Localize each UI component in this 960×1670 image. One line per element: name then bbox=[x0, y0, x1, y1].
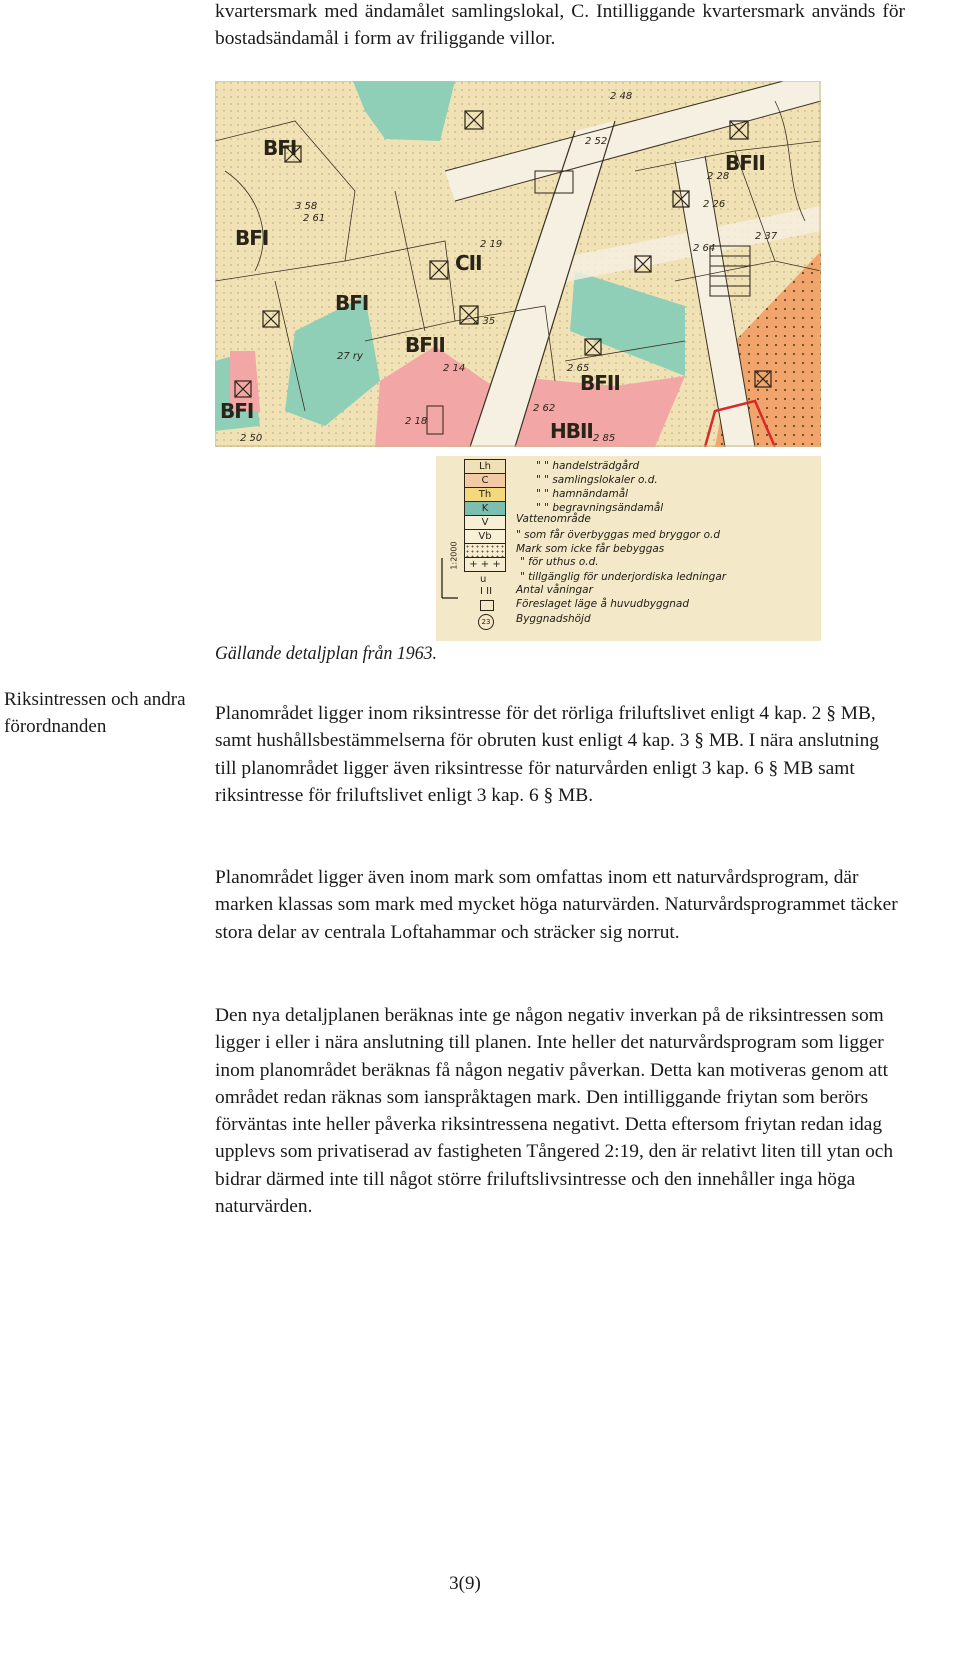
map-drawing bbox=[215, 81, 821, 447]
plot-number: 2 18 bbox=[405, 416, 428, 427]
plot-number: 2 26 bbox=[703, 199, 726, 210]
legend-text: Byggnadshöjd bbox=[516, 613, 591, 625]
legend-symbol-height: 23 bbox=[478, 614, 494, 630]
legend-symbol-c: C bbox=[464, 473, 506, 488]
legend-text: " " handelsträdgård bbox=[536, 460, 640, 472]
legend-symbol-floors: I II bbox=[480, 586, 493, 597]
plot-number: 2 37 bbox=[755, 231, 778, 242]
zone-label: BFII bbox=[725, 151, 765, 175]
plot-number: 2 14 bbox=[443, 363, 466, 374]
legend-text: Antal våningar bbox=[516, 584, 593, 596]
plot-number: 2 48 bbox=[610, 91, 633, 102]
plot-number: 2 52 bbox=[585, 136, 608, 147]
legend-text: Föreslaget läge å huvudbyggnad bbox=[516, 598, 690, 610]
legend-text: " " begravningsändamål bbox=[536, 502, 664, 514]
legend-symbol-th: Th bbox=[464, 487, 506, 502]
top-paragraph: kvartersmark med ändamålet samlingslokal, C. Intilliggande kvartersmark används för bostadsändamål i form av friliggande villor. bbox=[215, 1, 905, 50]
body-paragraph: Planområdet ligger även inom mark som omfattas inom ett naturvårdsprogram, där marken klassas som mark med mycket höga naturvärden. Naturvårdsprogrammet täcker stora delar av centrala Loftahammar och sträcker sig norrut. bbox=[215, 867, 898, 943]
detail-plan-map bbox=[215, 81, 821, 447]
plot-number: 2 61 bbox=[303, 213, 326, 224]
plot-number: 27 ry bbox=[337, 351, 363, 362]
zone-label: BFI bbox=[220, 399, 254, 423]
legend-symbol-plus: + + + bbox=[464, 557, 506, 572]
legend-symbol-building bbox=[480, 600, 494, 611]
zone-label: HBII bbox=[550, 419, 593, 443]
plot-number: 2 65 bbox=[567, 363, 590, 374]
plot-number: 2 19 bbox=[480, 239, 503, 250]
plot-number: 3 58 bbox=[295, 201, 318, 212]
section-heading: Riksintressen och andra förordnanden bbox=[4, 689, 186, 737]
legend-text: Vattenområde bbox=[516, 513, 591, 525]
map-legend bbox=[436, 456, 821, 641]
figure-caption: Gällande detaljplan från 1963. bbox=[215, 643, 437, 664]
legend-symbol-dotted bbox=[464, 543, 506, 558]
zone-label: BFII bbox=[580, 371, 620, 395]
legend-text: " tillgänglig för underjordiska ledningar bbox=[520, 571, 727, 583]
plot-number: 2 28 bbox=[707, 171, 730, 182]
legend-symbol-k: K bbox=[464, 501, 506, 516]
plot-number: 2 85 bbox=[593, 433, 616, 444]
zone-label: BFI bbox=[263, 136, 297, 160]
plot-number: 2 62 bbox=[533, 403, 556, 414]
legend-symbol-v: V bbox=[464, 515, 506, 530]
legend-text: Mark som icke får bebyggas bbox=[516, 543, 665, 555]
plot-number: 2 64 bbox=[693, 243, 716, 254]
zone-label: BFII bbox=[405, 333, 445, 357]
legend-text: " som får överbyggas med bryggor o.d bbox=[516, 529, 721, 541]
page-number: 3(9) bbox=[449, 1573, 481, 1594]
plot-number: 2 35 bbox=[473, 316, 496, 327]
legend-symbol-lh: Lh bbox=[464, 459, 506, 474]
legend-symbol-u: u bbox=[480, 574, 487, 585]
legend-symbol-vb: Vb bbox=[464, 529, 506, 544]
plot-number: 2 50 bbox=[240, 433, 263, 444]
scale-label: 1:2000 bbox=[449, 541, 459, 570]
body-paragraph: Planområdet ligger inom riksintresse för det rörliga friluftslivet enligt 4 kap. 2 § MB, samt hushållsbestämmelserna för obruten kust enligt 4 kap. 3 § MB. I nära anslutning till planområdet ligger även riksintresse för naturvården enligt 3 kap. 6 § MB samt riksintresse för friluftslivet enligt 3 kap. 6 § MB. bbox=[215, 703, 880, 806]
zone-label: BFI bbox=[235, 226, 269, 250]
zone-label: CII bbox=[455, 251, 482, 275]
body-paragraph: Den nya detaljplanen beräknas inte ge någon negativ inverkan på de riksintressen som ligger i eller i nära anslutning till planen. Inte heller det naturvårdsprogram som ligger inom planområdet beräknas få någon negativ påverkan. Detta kan motiveras genom att området redan räknas som ianspråktagen mark. Den intilliggande friytan som berörs förväntas inte heller påverka riksintressena negativt. Detta eftersom friytan redan idag upplevs som privatiserad av fastigheten Tångered 2:19, den är relativt liten till ytan och bidrar därmed inte till något större friluftslivsintresse och den innehåller inga höga naturvärden. bbox=[215, 1005, 894, 1218]
legend-text: " " samlingslokaler o.d. bbox=[536, 474, 658, 486]
legend-text: " för uthus o.d. bbox=[520, 556, 599, 568]
legend-text: " " hamnändamål bbox=[536, 488, 629, 500]
zone-label: BFI bbox=[335, 291, 369, 315]
